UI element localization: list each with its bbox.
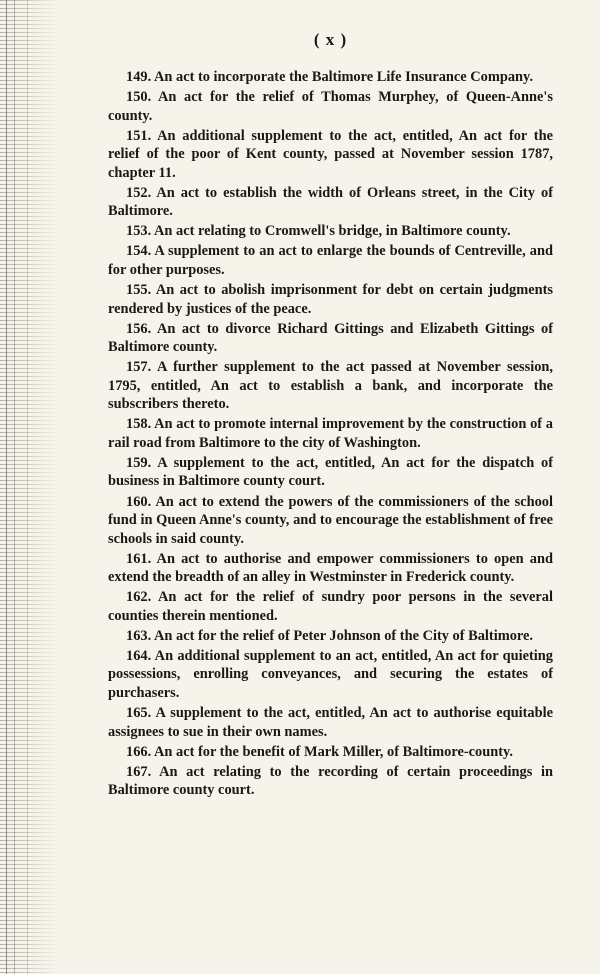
- act-title: A supplement to the act, entitled, An act to authorise equitable assignees to sue in their own names.: [108, 705, 553, 740]
- act-entry: [108, 493, 553, 549]
- act-title: An act relating to Cromwell's bridge, in Baltimore county.: [154, 223, 511, 240]
- act-number: 164.: [126, 647, 152, 664]
- act-number: 151.: [126, 127, 152, 144]
- act-title: An act for the relief of Peter Johnson of the City of Baltimore.: [154, 627, 534, 644]
- act-number: 163.: [126, 627, 152, 644]
- act-entry: [108, 550, 553, 587]
- act-entry: [108, 627, 553, 646]
- page-edge-shadow: [0, 0, 60, 974]
- act-title: An act to promote internal improvement by the construction of a rail road from Baltimore to the city of Washington.: [108, 416, 553, 451]
- act-number: 149.: [126, 69, 152, 85]
- act-entry: [108, 743, 553, 762]
- act-entry: [108, 68, 553, 87]
- act-title: An additional supplement to an act, entitled, An act for quieting possessions, enrolling conveyances, and securing the estates of purchasers.: [108, 647, 553, 701]
- act-entry: [108, 454, 553, 491]
- act-title: A further supplement to the act passed at November session, 1795, entitled, An act to establish a bank, and incorporate the subscribers thereto.: [108, 359, 553, 413]
- act-entry: [108, 320, 553, 357]
- act-entry: [108, 647, 553, 703]
- act-number: 167.: [126, 763, 152, 780]
- act-number: 153.: [126, 223, 152, 240]
- act-entry: [108, 358, 553, 414]
- binding-line: [27, 0, 28, 974]
- act-number: 166.: [126, 743, 152, 760]
- act-number: 157.: [126, 359, 152, 376]
- act-number: 165.: [126, 705, 152, 721]
- act-title: An act for the relief of sundry poor persons in the several counties therein mentioned.: [108, 589, 553, 624]
- binding-line: [6, 0, 7, 974]
- act-title: A supplement to an act to enlarge the bounds of Centreville, and for other purposes.: [108, 243, 553, 278]
- act-title: A supplement to the act, entitled, An act for the dispatch of business in Baltimore county court.: [108, 454, 553, 490]
- act-number: 155.: [126, 282, 152, 299]
- act-entry: [108, 281, 553, 318]
- act-title: An act to extend the powers of the commissioners of the school fund in Queen Anne's county, and to encourage the establishment of free schools in said county.: [108, 493, 553, 547]
- act-entry: [108, 704, 553, 741]
- act-title: An act to authorise and empower commissioners to open and extend the breadth of an alley in Westminster in Frederick county.: [108, 550, 553, 586]
- act-title: An act for the relief of Thomas Murphey, of Queen-Anne's county.: [108, 89, 553, 124]
- act-number: 158.: [126, 416, 152, 433]
- act-number: 162.: [126, 589, 152, 606]
- act-title: An act to divorce Richard Gittings and Elizabeth Gittings of Baltimore county.: [108, 320, 554, 356]
- binding-line: [14, 0, 15, 974]
- act-number: 150.: [126, 89, 152, 106]
- act-entry: [108, 184, 553, 221]
- act-number: 152.: [126, 184, 152, 201]
- act-entry: [108, 763, 553, 800]
- act-entry: [108, 588, 553, 625]
- page-number: ( x ): [313, 30, 348, 49]
- act-entry: [108, 242, 553, 279]
- document-page: [108, 30, 553, 801]
- act-entry: [108, 127, 553, 183]
- entries-list: [108, 68, 553, 800]
- act-title: An act to incorporate the Baltimore Life Insurance Company.: [154, 69, 534, 85]
- act-number: 156.: [126, 320, 152, 337]
- act-title: An act to abolish imprisonment for debt on certain judgments rendered by justices of the peace.: [108, 282, 553, 317]
- act-number: 160.: [126, 493, 152, 510]
- act-title: An act relating to the recording of certain proceedings in Baltimore county court.: [108, 763, 553, 799]
- act-entry: [108, 222, 553, 241]
- act-number: 159.: [126, 454, 152, 471]
- act-entry: [108, 88, 553, 125]
- act-title: An act for the benefit of Mark Miller, of Baltimore-county.: [154, 743, 514, 760]
- act-entry: [108, 415, 553, 452]
- act-number: 161.: [126, 550, 152, 567]
- act-title: An act to establish the width of Orleans street, in the City of Baltimore.: [108, 184, 553, 220]
- act-number: 154.: [126, 243, 152, 260]
- act-title: An additional supplement to the act, entitled, An act for the relief of the poor of Kent county, passed at November session 1787, chapter 11.: [108, 127, 553, 181]
